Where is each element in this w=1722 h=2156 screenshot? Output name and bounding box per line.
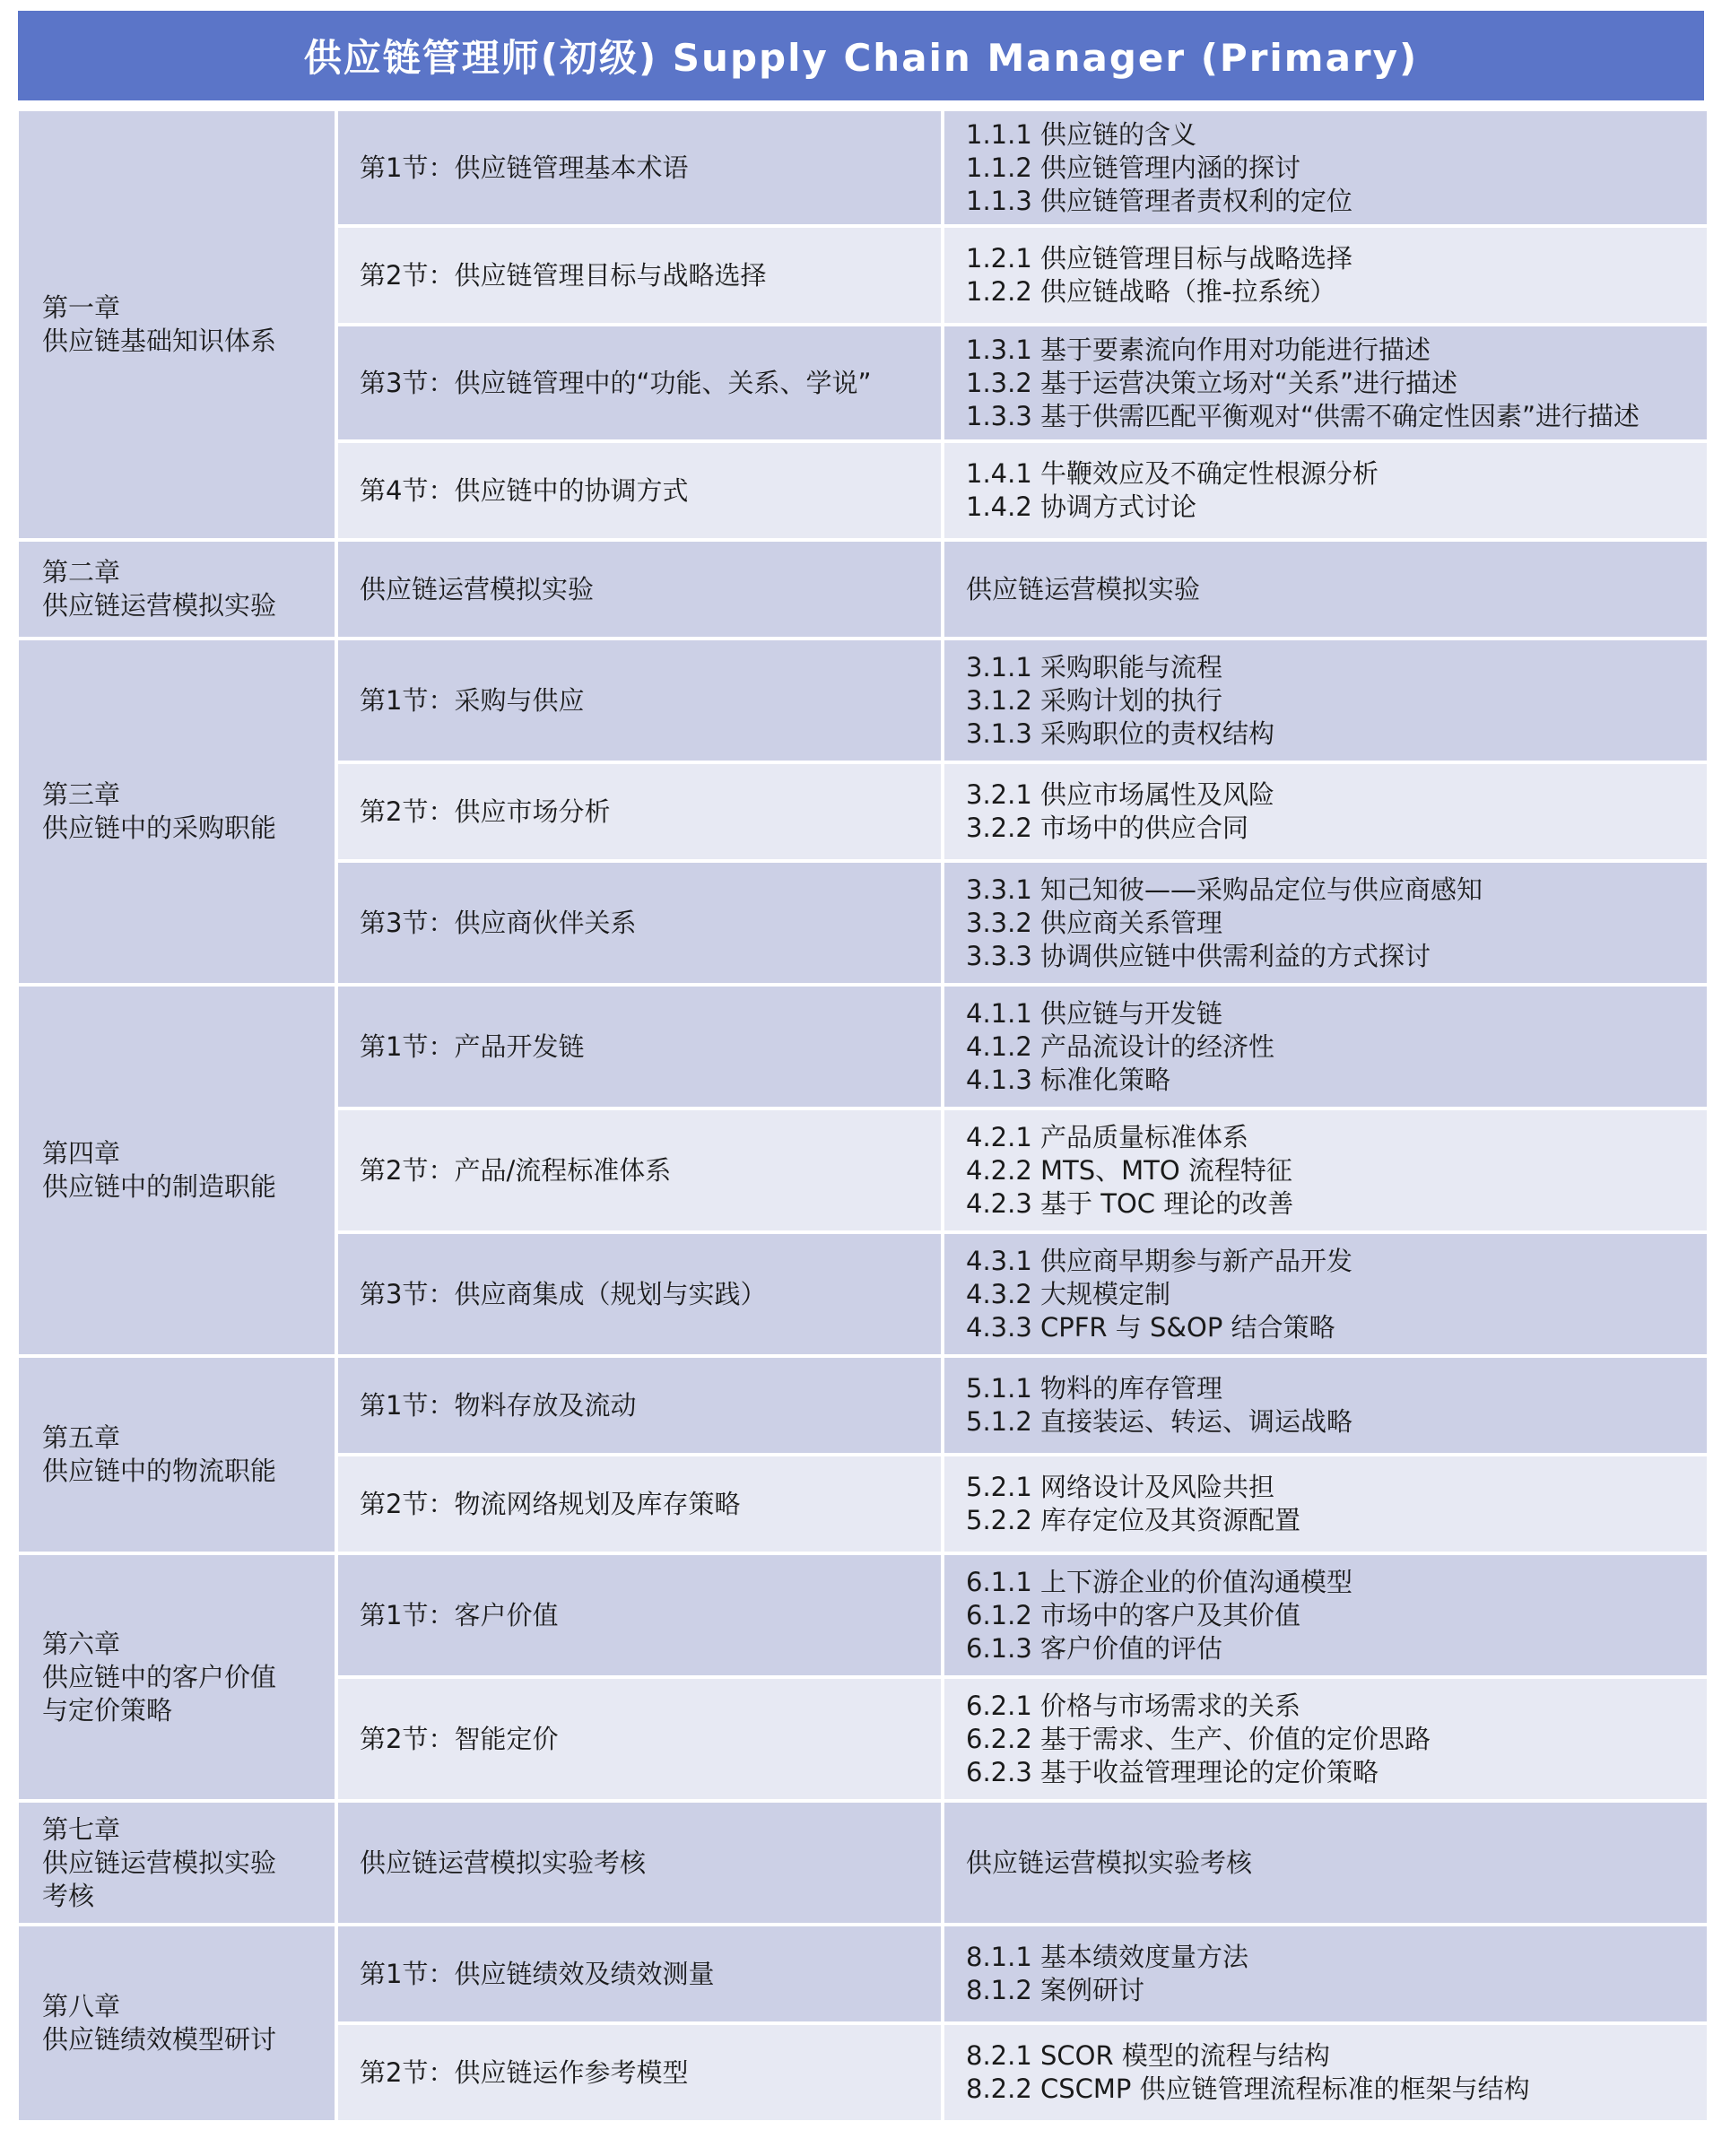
table-row: [19, 542, 1707, 637]
topics-cell: [944, 1803, 1707, 1923]
section-cell: [338, 1234, 941, 1354]
chapter-cell: [19, 640, 335, 983]
topic-item: 5.1.2 直接装运、转运、调运战略: [966, 1406, 1353, 1437]
section-title: 第3节：供应商伙伴关系: [360, 907, 637, 938]
chapter-title-line: 第六章: [42, 1628, 121, 1659]
section-title: 第3节：供应商集成（规划与实践）: [360, 1278, 767, 1309]
topic-item: 3.3.3 协调供应链中供需利益的方式探讨: [966, 940, 1431, 971]
section-title: 第2节：物流网络规划及库存策略: [360, 1488, 741, 1519]
topic-item: 4.1.1 供应链与开发链: [966, 997, 1223, 1029]
topic-item: 1.4.1 牛鞭效应及不确定性根源分析: [966, 458, 1379, 489]
topic-item: 6.1.3 客户价值的评估: [966, 1632, 1223, 1664]
topic-item: 1.3.2 基于运营决策立场对“关系”进行描述: [966, 367, 1458, 398]
section-cell: [338, 1926, 941, 2021]
topic-item: 4.3.2 大规模定制: [966, 1278, 1171, 1309]
topic-item: 4.2.2 MTS、MTO 流程特征: [966, 1154, 1292, 1186]
section-title: 第2节：供应链运作参考模型: [360, 2056, 689, 2088]
section-title: 第1节：产品开发链: [360, 1030, 585, 1062]
topic-item: 5.2.2 库存定位及其资源配置: [966, 1505, 1301, 1535]
chapter-cell: [19, 111, 335, 538]
chapter-cell: [19, 542, 335, 637]
section-title: 第2节：供应链管理目标与战略选择: [360, 259, 767, 291]
topics-cell: [944, 228, 1707, 323]
section-title: 供应链运营模拟实验: [360, 573, 595, 604]
topics-cell: [944, 1456, 1707, 1552]
section-cell: [338, 1555, 941, 1675]
topics-cell: [944, 542, 1707, 637]
topics-cell: [944, 1926, 1707, 2021]
topic-item: 1.2.2 供应链战略（推-拉系统）: [966, 276, 1336, 307]
chapter-cell: [19, 1555, 335, 1799]
topic-item: 3.1.2 采购计划的执行: [966, 684, 1223, 716]
section-cell: [338, 1110, 941, 1230]
chapter-title-line: 供应链中的物流职能: [42, 1456, 277, 1486]
section-cell: [338, 542, 941, 637]
section-cell: [338, 1803, 941, 1923]
topic-item: 3.3.1 知己知彼——采购品定位与供应商感知: [966, 874, 1483, 905]
topic-item: 4.3.3 CPFR 与 S&OP 结合策略: [966, 1311, 1335, 1343]
topic-item: 4.3.1 供应商早期参与新产品开发: [966, 1245, 1353, 1276]
topic-item: 1.3.3 基于供需匹配平衡观对“供需不确定性因素”进行描述: [966, 400, 1640, 431]
chapter-title-line: 第七章: [42, 1813, 121, 1845]
table-row: [19, 987, 1707, 1107]
table-row: [19, 1358, 1707, 1453]
topic-item: 3.2.2 市场中的供应合同: [966, 813, 1249, 843]
topic-item: 6.2.1 价格与市场需求的关系: [966, 1690, 1301, 1721]
topics-cell: [944, 2025, 1707, 2120]
section-cell: [338, 1358, 941, 1453]
chapter-title-line: 与定价策略: [42, 1694, 173, 1726]
topics-cell: [944, 1555, 1707, 1675]
section-cell: [338, 443, 941, 538]
section-title: 第1节：客户价值: [360, 1599, 559, 1630]
section-title: 第3节：供应链管理中的“功能、关系、学说”: [360, 367, 872, 398]
chapter-cell: [19, 987, 335, 1354]
syllabus-table: [15, 108, 1710, 2124]
topics-cell: [944, 1110, 1707, 1230]
topic-item: 8.1.1 基本绩效度量方法: [966, 1942, 1249, 1972]
chapter-title-line: 供应链运营模拟实验: [42, 1847, 277, 1878]
chapter-cell: [19, 1358, 335, 1552]
topic-item: 6.2.2 基于需求、生产、价值的定价思路: [966, 1723, 1431, 1754]
topic-item: 3.2.1 供应市场属性及风险: [966, 779, 1275, 810]
topic-item: 6.2.3 基于收益管理理论的定价策略: [966, 1756, 1379, 1787]
topic-item: 1.1.2 供应链管理内涵的探讨: [966, 152, 1301, 183]
topics-cell: [944, 987, 1707, 1107]
section-cell: [338, 1456, 941, 1552]
section-cell: [338, 863, 941, 983]
topic-item: 1.3.1 基于要素流向作用对功能进行描述: [966, 334, 1431, 365]
section-title: 第1节：供应链绩效及绩效测量: [360, 1958, 715, 1989]
topics-cell: [944, 863, 1707, 983]
section-title: 第2节：智能定价: [360, 1723, 559, 1754]
chapter-title-line: 第五章: [42, 1422, 121, 1453]
topic-item: 3.1.3 采购职位的责权结构: [966, 717, 1275, 749]
chapter-cell: [19, 1926, 335, 2120]
section-title: 第2节：供应市场分析: [360, 795, 611, 827]
section-title: 第1节：物料存放及流动: [360, 1389, 637, 1421]
topic-item: 4.2.1 产品质量标准体系: [966, 1121, 1249, 1152]
section-title: 供应链运营模拟实验考核: [360, 1847, 647, 1878]
chapter-cell: [19, 1803, 335, 1923]
section-cell: [338, 326, 941, 439]
section-title: 第2节：产品/流程标准体系: [360, 1154, 672, 1186]
table-row: [19, 1803, 1707, 1923]
chapter-title-line: 供应链运营模拟实验: [42, 590, 277, 621]
section-cell: [338, 1679, 941, 1799]
table-row: [19, 111, 1707, 224]
chapter-title-line: 第二章: [42, 557, 121, 587]
chapter-title-line: 供应链绩效模型研讨: [42, 2024, 277, 2055]
topic-item: 4.2.3 基于 TOC 理论的改善: [966, 1187, 1294, 1219]
topic-item: 4.1.3 标准化策略: [966, 1064, 1171, 1095]
topic-item: 1.1.3 供应链管理者责权利的定位: [966, 185, 1353, 216]
topic-item: 4.1.2 产品流设计的经济性: [966, 1030, 1275, 1062]
chapter-title-line: 供应链中的采购职能: [42, 813, 277, 843]
section-cell: [338, 228, 941, 323]
topic-item: 3.1.1 采购职能与流程: [966, 651, 1223, 682]
section-cell: [338, 111, 941, 224]
section-title: 第4节：供应链中的协调方式: [360, 474, 689, 506]
topic-item: 8.1.2 案例研讨: [966, 1975, 1145, 2005]
topics-cell: [944, 443, 1707, 538]
chapter-title-line: 第三章: [42, 779, 121, 810]
topics-cell: [944, 640, 1707, 761]
table-row: [19, 1926, 1707, 2021]
topic-item: 5.2.1 网络设计及风险共担: [966, 1472, 1275, 1502]
section-cell: [338, 640, 941, 761]
section-title: 第1节：供应链管理基本术语: [360, 152, 689, 183]
topics-cell: [944, 1358, 1707, 1453]
topics-cell: [944, 764, 1707, 859]
topic-item: 供应链运营模拟实验考核: [966, 1847, 1253, 1878]
section-cell: [338, 764, 941, 859]
chapter-title-line: 第八章: [42, 1991, 121, 2021]
topics-cell: [944, 326, 1707, 439]
chapter-title-line: 考核: [42, 1880, 95, 1911]
chapter-title-line: 供应链中的客户价值: [42, 1661, 277, 1692]
section-cell: [338, 987, 941, 1107]
topics-cell: [944, 1234, 1707, 1354]
page-title: 供应链管理师(初级) Supply Chain Manager (Primary): [18, 11, 1704, 100]
topic-item: 5.1.1 物料的库存管理: [966, 1373, 1223, 1404]
table-row: [19, 640, 1707, 761]
topic-item: 3.3.2 供应商关系管理: [966, 907, 1223, 938]
topic-item: 8.2.1 SCOR 模型的流程与结构: [966, 2040, 1330, 2071]
topics-cell: [944, 1679, 1707, 1799]
chapter-title-line: 第一章: [42, 292, 121, 323]
section-title: 第1节：采购与供应: [360, 684, 585, 716]
section-cell: [338, 2025, 941, 2120]
topic-item: 1.4.2 协调方式讨论: [966, 491, 1197, 522]
topic-item: 供应链运营模拟实验: [966, 573, 1201, 604]
topic-item: 8.2.2 CSCMP 供应链管理流程标准的框架与结构: [966, 2073, 1530, 2104]
chapter-title-line: 第四章: [42, 1138, 121, 1169]
topic-item: 1.2.1 供应链管理目标与战略选择: [966, 243, 1353, 274]
chapter-title-line: 供应链中的制造职能: [42, 1171, 277, 1202]
topic-item: 1.1.1 供应链的含义: [966, 118, 1197, 150]
topics-cell: [944, 111, 1707, 224]
topic-item: 6.1.1 上下游企业的价值沟通模型: [966, 1566, 1353, 1597]
chapter-title-line: 供应链基础知识体系: [42, 326, 277, 356]
table-row: [19, 1555, 1707, 1675]
topic-item: 6.1.2 市场中的客户及其价值: [966, 1599, 1301, 1630]
